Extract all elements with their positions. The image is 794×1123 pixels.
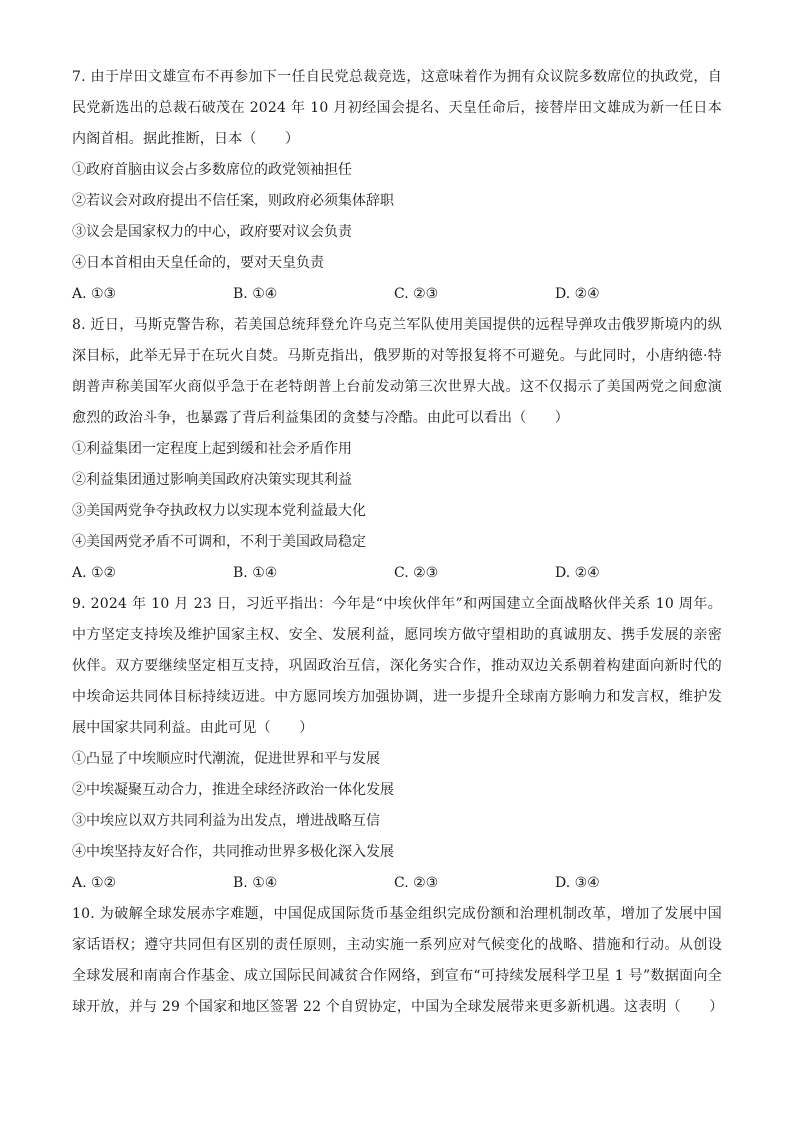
- question-8: [72, 310, 722, 589]
- question-7-option-1: ①政府首脑由议会占多数席位的政党领袖担任: [72, 162, 352, 178]
- question-7-stem: 7. 由于岸田文雄宣布不再参加下一任自民党总裁竞选，这意味着作为拥有众议院多数席位的执政党，自民党新选出的总裁石破茂在 2024 年 10 月初经国会提名、天皇任命后，接替岸田文雄成为新一任日本内阁首相。据此推断，日本（ ）: [72, 69, 722, 147]
- question-9-choice-c: C. ②③: [394, 875, 439, 891]
- question-7-option-4: ④日本首相由天皇任命的，要对天皇负责: [72, 255, 324, 271]
- question-8-choice-a: A. ①②: [72, 565, 117, 581]
- question-7-choice-a: A. ①③: [72, 286, 117, 302]
- question-9-stem: 9. 2024 年 10 月 23 日，习近平指出：今年是“中埃伙伴年”和两国建立全面战略伙伴关系 10 周年。中方坚定支持埃及维护国家主权、安全、发展利益，愿同埃方做守望相助的真诚朋友、携手发展的亲密伙伴。双方要继续坚定相互支持，巩固政治互信，深化务实合作，推动双边关系朝着构建面向新时代的中埃命运共同体目标持续迈进。中方愿同埃方加强协调，进一步提升全球南方影响力和发言权，维护发展中国家共同利益。由此可见（ ）: [72, 596, 722, 736]
- question-8-stem: 8. 近日，马斯克警告称，若美国总统拜登允许乌克兰军队使用美国提供的远程导弹攻击俄罗斯境内的纵深目标，此举无异于在玩火自焚。马斯克指出，俄罗斯的对等报复将不可避免。与此同时，小唐纳德·特朗普声称美国军火商似乎急于在老特朗普上台前发动第三次世界大战。这不仅揭示了美国两党之间愈演愈烈的政治斗争，也暴露了背后利益集团的贪婪与冷酷。由此可以看出（ ）: [72, 317, 722, 426]
- question-9: [72, 589, 722, 899]
- question-9-option-1: ①凸显了中埃顺应时代潮流，促进世界和平与发展: [72, 751, 380, 767]
- question-9-option-2: ②中埃凝聚互动合力，推进全球经济政治一体化发展: [72, 782, 394, 798]
- question-9-choice-a: A. ①②: [72, 875, 117, 891]
- question-7-option-2: ②若议会对政府提出不信任案，则政府必须集体辞职: [72, 193, 394, 209]
- question-8-option-3: ③美国两党争夺执政权力以实现本党利益最大化: [72, 503, 366, 519]
- question-7-choice-c: C. ②③: [394, 286, 439, 302]
- question-9-option-3: ③中埃应以双方共同利益为出发点，增进战略互信: [72, 813, 380, 829]
- question-7-choice-b: B. ①④: [233, 286, 278, 302]
- question-8-option-2: ②利益集团通过影响美国政府决策实现其利益: [72, 472, 352, 488]
- question-7: [72, 62, 722, 310]
- question-8-choice-b: B. ①④: [233, 565, 278, 581]
- question-8-choice-c: C. ②③: [394, 565, 439, 581]
- question-7-choices: [72, 279, 722, 310]
- question-10-stem: 10. 为破解全球发展赤字难题，中国促成国际货币基金组织完成份额和治理机制改革，增加了发展中国家话语权；遵守共同但有区别的责任原则，主动实施一系列应对气候变化的战略、措施和行动。从创设全球发展和南南合作基金、成立国际民间减贫合作网络，到宣布“可持续发展科学卫星 1 号”数据面向全球开放，并与 29 个国家和地区签署 22 个自贸协定，中国为全球发展带来更多新机遇。这表明（ ）: [72, 906, 724, 1015]
- question-10: [72, 899, 722, 1023]
- question-9-choices: [72, 868, 722, 899]
- question-7-choice-d: D. ②④: [555, 286, 600, 302]
- question-9-choice-d: D. ③④: [555, 875, 600, 891]
- question-8-choices: [72, 558, 722, 589]
- question-8-option-4: ④美国两党矛盾不可调和，不利于美国政局稳定: [72, 534, 366, 550]
- question-7-option-3: ③议会是国家权力的中心，政府要对议会负责: [72, 224, 352, 240]
- question-9-option-4: ④中埃坚持友好合作，共同推动世界多极化深入发展: [72, 844, 394, 860]
- question-8-option-1: ①利益集团一定程度上起到缓和社会矛盾作用: [72, 441, 352, 457]
- question-8-choice-d: D. ②④: [555, 565, 600, 581]
- question-9-choice-b: B. ①④: [233, 875, 278, 891]
